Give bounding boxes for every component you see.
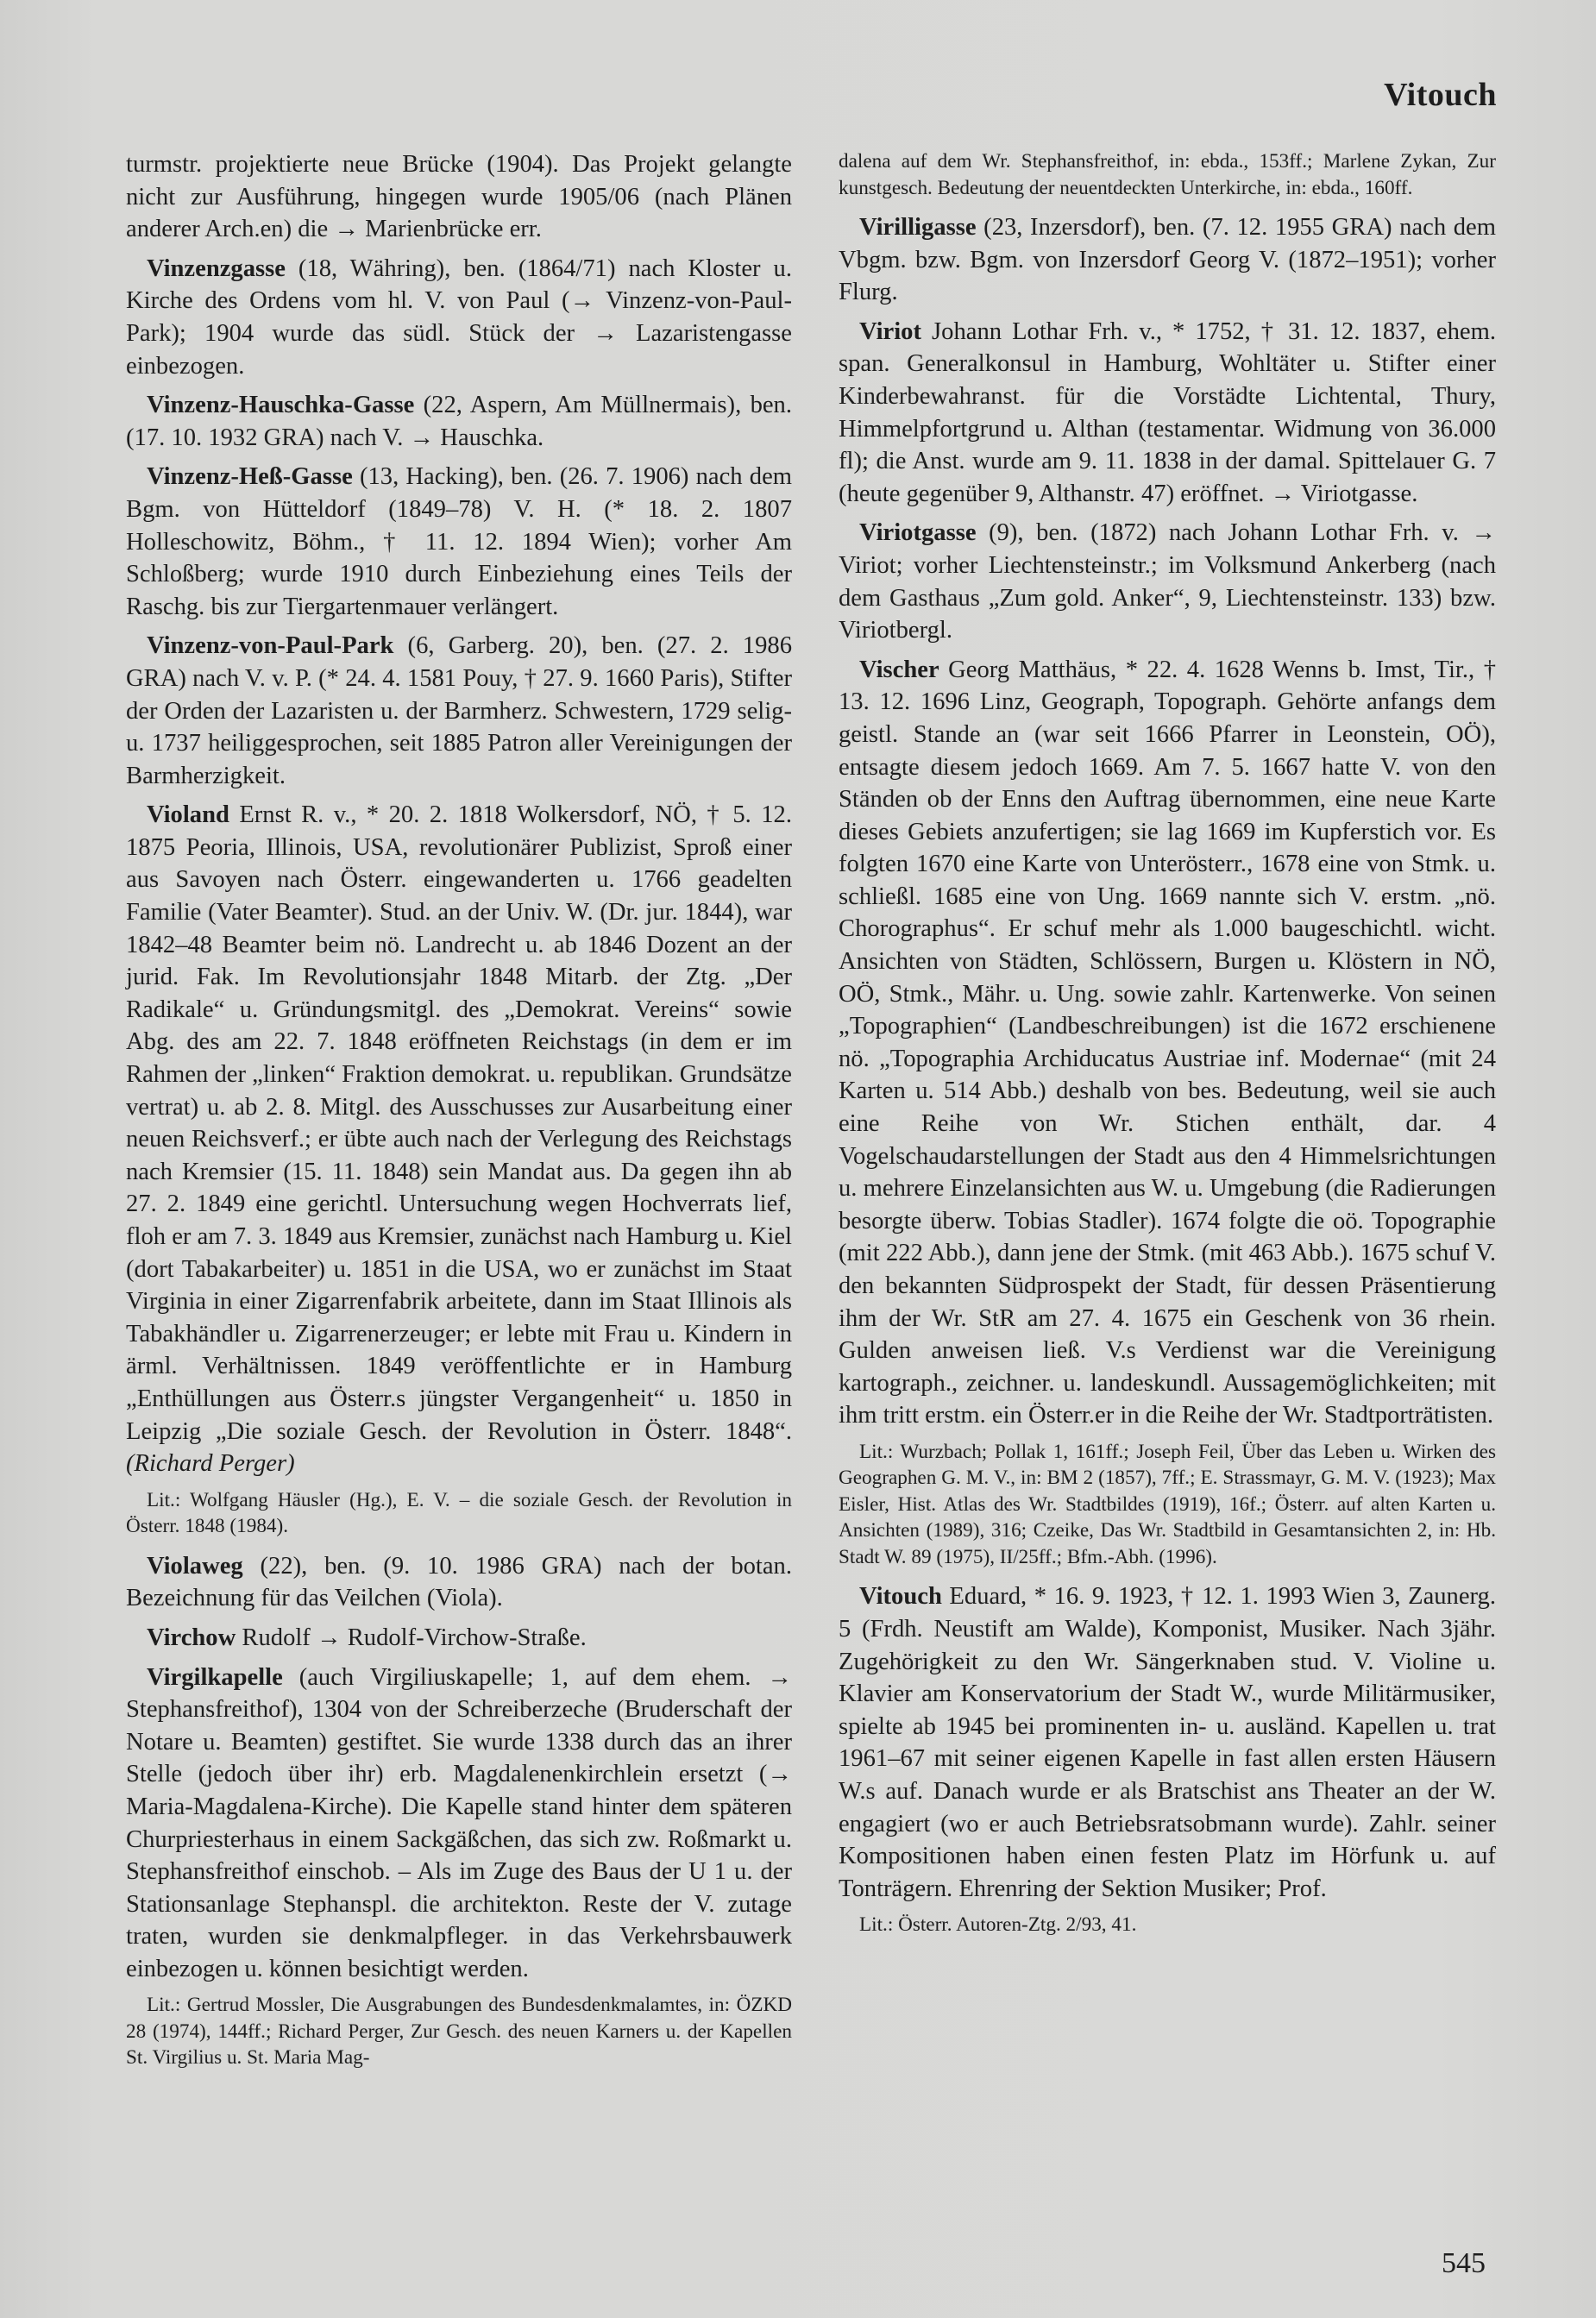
entry-text: (22, Aspern, Am Müllnermais), ben. (17. 10. 1932 GRA) nach V. → Hauschka.	[126, 392, 792, 451]
entry-lemma: Virgilkapelle	[147, 1663, 283, 1691]
dictionary-entry	[839, 316, 1496, 511]
entry-text: Lit.: Österr. Autoren-Ztg. 2/93, 41.	[859, 1913, 1137, 1937]
entry-text: Ernst R. v., * 20. 2. 1818 Wolkersdorf, NÖ, † 5. 12. 1875 Peoria, Illinois, USA, revolutionärer Publizist, Sproß einer aus Savoyen nach Österr. eingewanderten u. 1766 geadelten Familie (Vater Beamter). Stud. an der Univ. W. (Dr. jur. 1844), war 1842–48 Beamter beim nö. Landrecht u. ab 1846 Dozent an der jurid. Fak. Im Revolutionsjahr 1848 Mitarb. der Ztg. „Der Radikale“ u. Gründungsmitgl. des „Demokrat. Vereins“ sowie Abg. des am 22. 7. 1848 eröffneten Reichstags (in dem er im Rahmen der „linken“ Fraktion demokrat. u. republikan. Grundsätze vertrat) u. ab 2. 8. Mitgl. des Ausschusses zur Ausarbeitung einer neuen Reichsverf.; er übte auch nach der Verlegung des Reichstags nach Kremsier (15. 11. 1848) sein Mandat aus. Da gegen ihn ab 27. 2. 1849 eine gerichtl. Untersuchung wegen Hochverrats lief, floh er am 7. 3. 1849 aus Kremsier, zunächst nach Hamburg u. Kiel (dort Tabakarbeiter) u. 1851 in die USA, wo er zunächst im Staat Virginia in einer Zigarrenfabrik arbeitete, dann im Staat Illinois als Tabakhändler u. Zigarrenerzeuger; er lebte mit Frau u. Kindern in ärml. Verhältnissen. 1849 veröffentlichte er in Hamburg „Enthüllungen aus Österr.s jüngster Vergangenheit“ u. 1850 in Leipzig „Die soziale Gesch. der Revolution in Österr. 1848“.	[126, 801, 792, 1445]
entry-lemma: Vischer	[859, 656, 939, 683]
entry-text: Johann Lothar Frh. v., * 1752, † 31. 12. 1837, ehem. span. Generalkonsul in Hamburg, Wohltäter u. Stifter einer Kinderbewahranst. für die Vorstädte Lichtental, Thury, Himmelpfortgrund u. Althan (testamentar. Widmung von 36.000 fl); die Anst. wurde am 9. 11. 1838 in der damal. Spittelauer G. 7 (heute gegenüber 9, Althanstr. 47) eröffnet. → Viriotgasse.	[839, 317, 1496, 507]
entry-lemma: Violaweg	[147, 1552, 243, 1580]
entry-text: (9), ben. (1872) nach Johann Lothar Frh. v. → Viriot; vorher Liechtensteinstr.; im Volksmund Ankerberg (nach dem Gasthaus „Zum gold. Anker“, 9, Liechtensteinstr. 133) bzw. Viriotbergl.	[839, 519, 1496, 644]
entry-text: (23, Inzersdorf), ben. (7. 12. 1955 GRA) nach dem Vbgm. bzw. Bgm. von Inzersdorf Georg V. (1872–1951); vorher Flurg.	[839, 214, 1496, 306]
literature-note	[126, 1992, 792, 2071]
literature-note	[839, 148, 1496, 201]
entry-lemma: Violand	[147, 801, 229, 829]
entry-lemma: Vinzenzgasse	[147, 254, 286, 282]
dictionary-entry	[839, 517, 1496, 646]
literature-note	[839, 1439, 1496, 1571]
dictionary-entry	[126, 1662, 792, 1986]
entry-lemma: Viriot	[859, 317, 921, 345]
entry-text: Eduard, * 16. 9. 1923, † 12. 1. 1993 Wien 3, Zaunerg. 5 (Frdh. Neustift am Walde), Komponist, Musiker. Nach 3jähr. Zugehörigkeit zu den Wr. Sängerknaben stud. V. Violine u. Klavier am Konservatorium der Stadt W., wurde Militärmusiker, spielte ab 1945 bei prominenten in- u. ausländ. Kapellen u. trat 1961–67 mit seiner eigenen Kapelle in fast allen ersten Häusern W.s auf. Danach wurde er als Bratschist ans Theater an der W. engagiert (wo er auch Betriebsratsobmann wurde). Zahlr. seiner Kompositionen haben einen festen Platz im Hörfunk u. auf Tonträgern. Ehrenring der Sektion Musiker; Prof.	[839, 1583, 1496, 1902]
dictionary-entry	[126, 1622, 792, 1655]
dictionary-entry	[839, 654, 1496, 1432]
entry-text: (auch Virgiliuskapelle; 1, auf dem ehem. → Stephansfreithof), 1304 von der Schreiberzeche (Bruderschaft der Notare u. Beamten) gestiftet. Sie wurde 1338 durch das an ihrer Stelle (jedoch über ihr) erb. Magdalenenkirchlein ersetzt (→ Maria-Magdalena-Kirche). Die Kapelle stand hinter dem späteren Churpriesterhaus in einem Sackgäßchen, das sich zw. Roßmarkt u. Stephansfreithof einschob. – Als im Zuge des Baus der U 1 u. der Stationsanlage Stephanspl. die architekton. Reste der V. zutage traten, wurden sie denkmalpfleger. in das Verkehrsbauwerk einbezogen u. können besichtigt werden.	[126, 1663, 792, 1982]
entry-text: (22), ben. (9. 10. 1986 GRA) nach der botan. Bezeichnung für das Veilchen (Viola).	[126, 1552, 792, 1612]
entry-text: (6, Garberg. 20), ben. (27. 2. 1986 GRA) nach V. v. P. (* 24. 4. 1581 Pouy, † 27. 9. 1660 Paris), Stifter der Orden der Lazaristen u. der Barmherz. Schwestern, 1729 selig- u. 1737 heiliggesprochen, seit 1885 Patron aller Vereinigungen der Barmherzigkeit.	[126, 632, 792, 789]
dictionary-entry	[126, 389, 792, 454]
dictionary-entry	[839, 1580, 1496, 1905]
entry-lemma: Vinzenz-von-Paul-Park	[147, 632, 394, 660]
entry-text: Rudolf → Rudolf-Virchow-Straße.	[236, 1624, 587, 1651]
entry-lemma: Vitouch	[859, 1583, 942, 1611]
entry-author: (Richard Perger)	[126, 1450, 295, 1478]
entry-text: Lit.: Wurzbach; Pollak 1, 161ff.; Joseph Feil, Über das Leben u. Wirken des Geographen G. M. V., in: BM 2 (1857), 7ff.; E. Strassmayr, G. M. V. (1923); Max Eisler, Hist. Atlas des Wr. Stadtbildes (1919), 16f.; Österr. auf alten Karten u. Ansichten (1989), 316; Czeike, Das Wr. Stadtbild in Gesamtansichten 2, in: Hb. Stadt W. 89 (1975), II/25ff.; Bfm.-Abh. (1996).	[839, 1440, 1496, 1568]
entry-text: (13, Hacking), ben. (26. 7. 1906) nach dem Bgm. von Hütteldorf (1849–78) V. H. (* 18. 2. 1807 Holleschowitz, Böhm., † 11. 12. 1894 Wien); vorher Am Schloßberg; wurde 1910 durch Einbeziehung eines Teils der Raschg. bis zur Tiergartenmauer verlängert.	[126, 463, 792, 620]
right-column	[839, 148, 1496, 1949]
dictionary-entry	[126, 253, 792, 382]
entry-lemma: Virilligasse	[859, 214, 977, 241]
dictionary-entry	[126, 148, 792, 246]
entry-text: (18, Währing), ben. (1864/71) nach Kloster u. Kirche des Ordens vom hl. V. von Paul (→ Vinzenz-von-Paul-Park); 1904 wurde das südl. Stück der → Lazaristengasse einbezogen.	[126, 254, 792, 380]
dictionary-entry	[126, 1550, 792, 1615]
dictionary-entry	[126, 461, 792, 623]
dictionary-entry	[126, 799, 792, 1479]
dictionary-entry	[126, 630, 792, 792]
entry-lemma: Vinzenz-Hauschka-Gasse	[147, 392, 415, 419]
entry-text: Georg Matthäus, * 22. 4. 1628 Wenns b. Imst, Tir., † 13. 12. 1696 Linz, Geograph, Topograph. Gehörte anfangs dem geistl. Stande an (war seit 1666 Pfarrer in Leonstein, OÖ), entsagte diesem jedoch 1669. Am 7. 5. 1667 hatte V. von den Ständen ob der Enns den Auftrag übernommen, eine neue Karte dieses Gebiets anzufertigen; sie lag 1669 im Kupferstich vor. Es folgten 1670 eine Karte von Unterösterr., 1678 eine von Stmk. u. schließl. 1685 eine von Ung. 1669 nannte sich V. erstm. „nö. Chorographus“. Er schuf mehr als 1.000 baugeschichtl. wicht. Ansichten von Städten, Schlössern, Burgen u. Klöstern in NÖ, OÖ, Stmk., Mähr. u. Ung. sowie zahlr. Kartenwerke. Von seinen „Topographien“ (Landbeschreibungen) ist die 1672 erschienene nö. „Topographia Archiducatus Austriae inf. Modernae“ (mit 24 Karten u. 514 Abb.) deshalb von bes. Bedeutung, weil sie auch eine Reihe von Wr. Stichen enthält, dar. 4 Vogelschaudarstellungen der Stadt aus den 4 Himmelsrichtungen u. mehrere Einzelansichten aus W. u. Umgebung (die Radierungen besorgte überw. Tobias Stadler). 1674 folgte die oö. Topographie (mit 222 Abb.), dann jene der Stmk. (mit 463 Abb.). 1675 schuf V. den bekannten Südprospekt der Stadt, für dessen Präsentierung ihm der Wr. StR am 27. 4. 1675 ein Geschenk von 36 rhein. Gulden anweisen ließ. V.s Verdienst war die Vereinigung kartograph., zeichner. u. landeskundl. Aussagemöglichkeiten; mit ihm tritt erstm. ein Österr.er in die Reihe der Wr. Stadtporträtisten.	[839, 656, 1496, 1429]
literature-note	[126, 1487, 792, 1540]
dictionary-entry	[839, 211, 1496, 309]
entry-lemma: Viriotgasse	[859, 519, 977, 547]
entry-lemma: Vinzenz-Heß-Gasse	[147, 463, 353, 491]
entry-text: turmstr. projektierte neue Brücke (1904). Das Projekt gelangte nicht zur Ausführung, hingegen wurde 1905/06 (nach Plänen anderer Arch.en) die → Marienbrücke err.	[126, 151, 792, 243]
page-number: 545	[1442, 2247, 1486, 2279]
running-title: Vitouch	[1384, 77, 1497, 113]
entry-lemma: Virchow	[147, 1624, 236, 1651]
entry-text: dalena auf dem Wr. Stephansfreithof, in: ebda., 153ff.; Marlene Zykan, Zur kunstgesch. Bedeutung der neuentdeckten Unterkirche, in: ebda., 160ff.	[839, 150, 1496, 199]
literature-note	[839, 1912, 1496, 1938]
entry-text: Lit.: Gertrud Mossler, Die Ausgrabungen des Bundesdenkmalamtes, in: ÖZKD 28 (1974), 144ff.; Richard Perger, Zur Gesch. des neuen Karners u. der Kapellen St. Virgilius u. St. Maria Mag-	[126, 1994, 792, 2070]
left-column	[126, 148, 792, 2082]
entry-text: Lit.: Wolfgang Häusler (Hg.), E. V. – die soziale Gesch. der Revolution in Österr. 1848 (1984).	[126, 1488, 792, 1538]
